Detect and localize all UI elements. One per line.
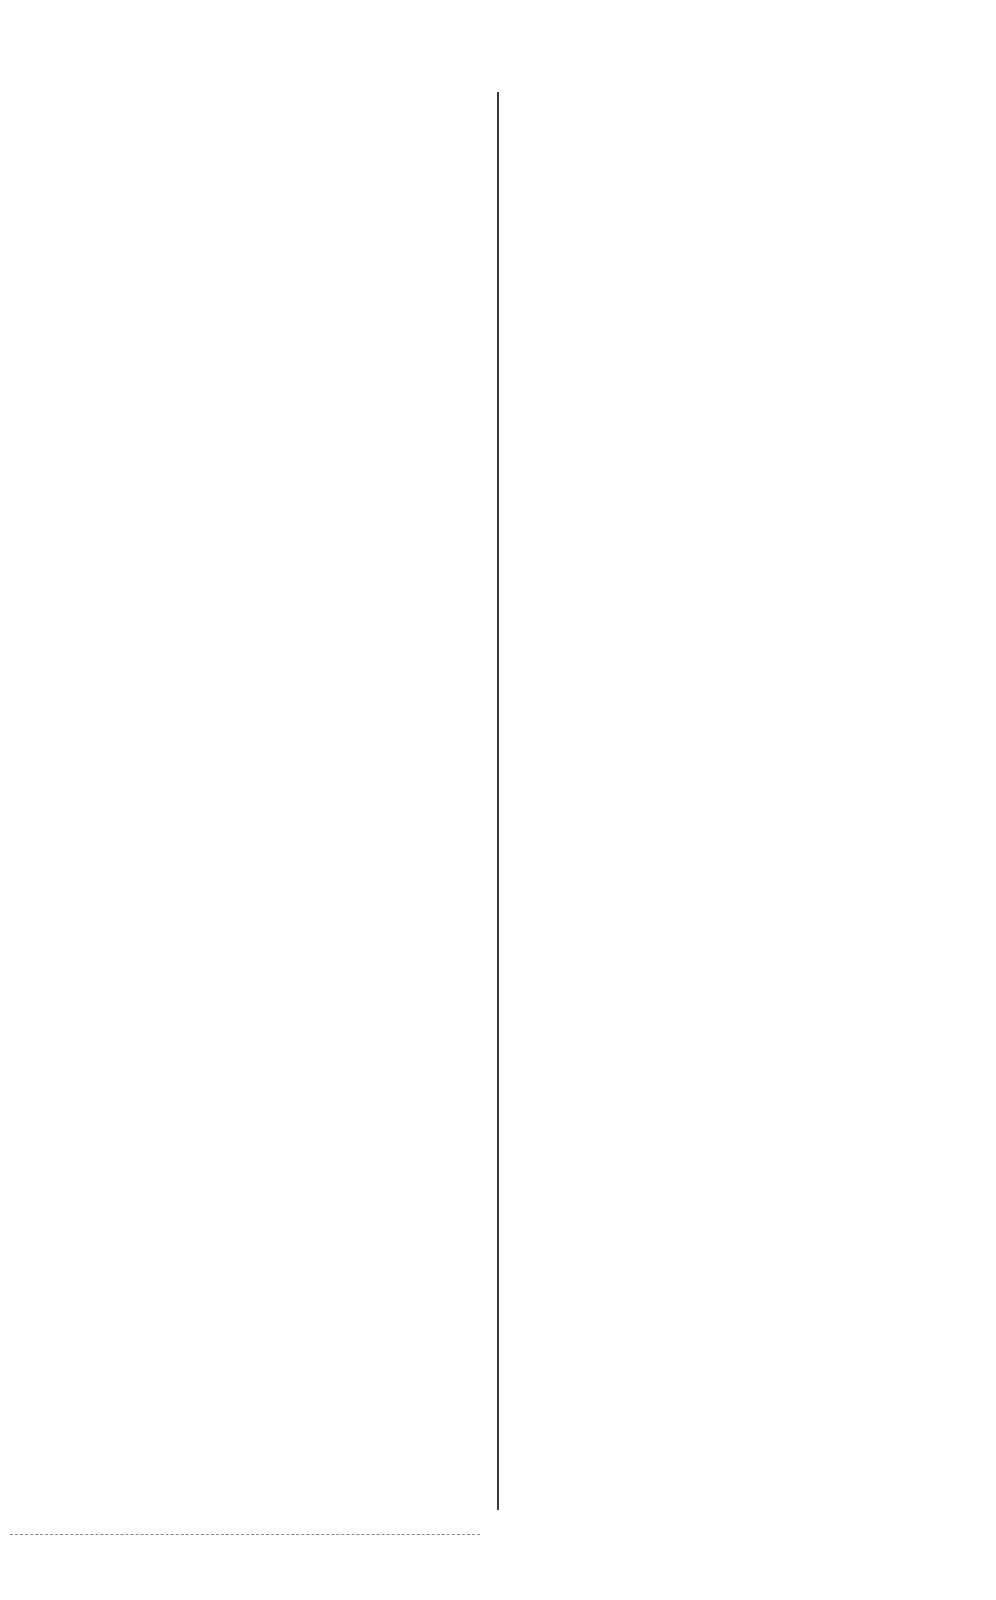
footer-rule: [10, 1534, 480, 1535]
page-footer: [0, 1528, 996, 1600]
column-divider: [497, 92, 499, 1510]
